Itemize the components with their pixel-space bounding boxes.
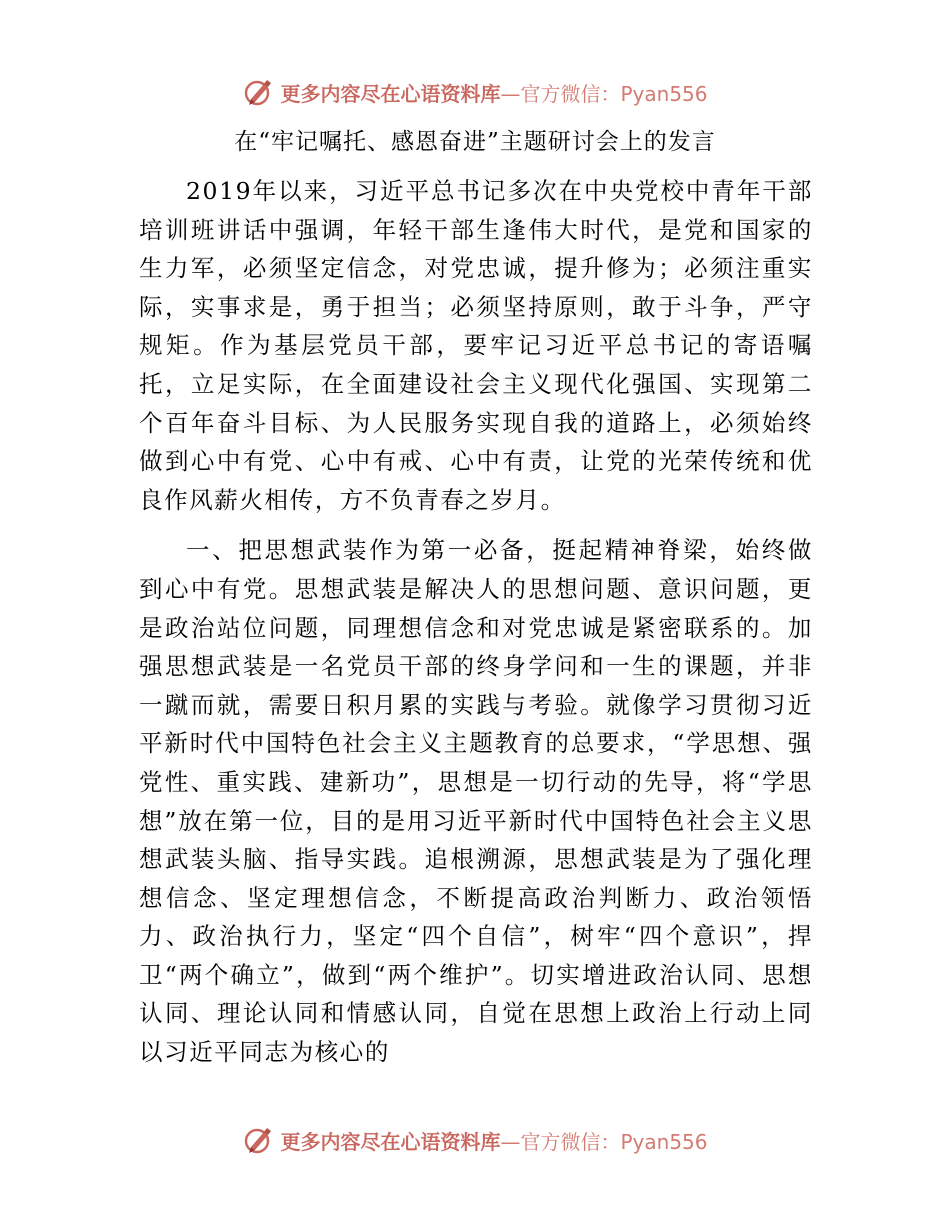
watermark-text — [280, 1126, 707, 1155]
watermark-wechat-label: —官方微信： — [500, 81, 621, 106]
paragraph-section-one: 一、把思想武装作为第一必备，挺起精神脊梁，始终做到心中有党。思想武装是解决人的思想问题、意识问题，更是政治站位问题，同理想信念和对党忠诚是紧密联系的。加强思想武装是一名党员干部的终身学问和一生的课题，并非一蹴而就，需要日积月累的实践与考验。就像学习贯彻习近平新时代中国特色社会主义主题教育的总要求，“学思想、强党性、重实践、建新功”，思想是一切行动的先导，将“学思想”放在第一位，目的是用习近平新时代中国特色社会主义思想武装头脑、指导实践。追根溯源，思想武装是为了强化理想信念、坚定理想信念，不断提高政治判断力、政治领悟力、政治执行力，坚定“四个自信”，树牢“四个意识”，捍卫“两个确立”，做到“两个维护”。切实增进政治认同、思想认同、理论认同和情感认同，自觉在思想上政治上行动上同以习近平同志为核心的 — [139, 536, 813, 1067]
document-body — [139, 172, 813, 1072]
watermark-banner-bottom — [0, 1123, 950, 1157]
pen-logo-icon — [242, 1125, 276, 1155]
watermark-site: 更多内容尽在心语资料库 — [280, 1129, 501, 1154]
watermark-banner-top — [0, 75, 950, 109]
pen-logo-icon — [242, 77, 276, 107]
watermark-text — [280, 78, 707, 107]
watermark-wechat-id: Pyan556 — [620, 81, 708, 106]
paragraph-intro: 2019年以来，习近平总书记多次在中央党校中青年干部培训班讲话中强调，年轻干部生逢伟大时代，是党和国家的生力军，必须坚定信念，对党忠诚，提升修为；必须注重实际，实事求是，勇于担当；必须坚持原则，敢于斗争，严守规矩。作为基层党员干部，要牢记习近平总书记的寄语嘱托，立足实际，在全面建设社会主义现代化强国、实现第二个百年奋斗目标、为人民服务实现自我的道路上，必须始终做到心中有党、心中有戒、心中有责，让党的光荣传统和优良作风薪火相传，方不负青春之岁月。 — [139, 177, 813, 514]
watermark-site: 更多内容尽在心语资料库 — [280, 81, 501, 106]
document-title: 在“牢记嘱托、感恩奋进”主题研讨会上的发言 — [234, 129, 716, 155]
watermark-wechat-id: Pyan556 — [620, 1129, 708, 1154]
watermark-wechat-label: —官方微信： — [500, 1129, 621, 1154]
